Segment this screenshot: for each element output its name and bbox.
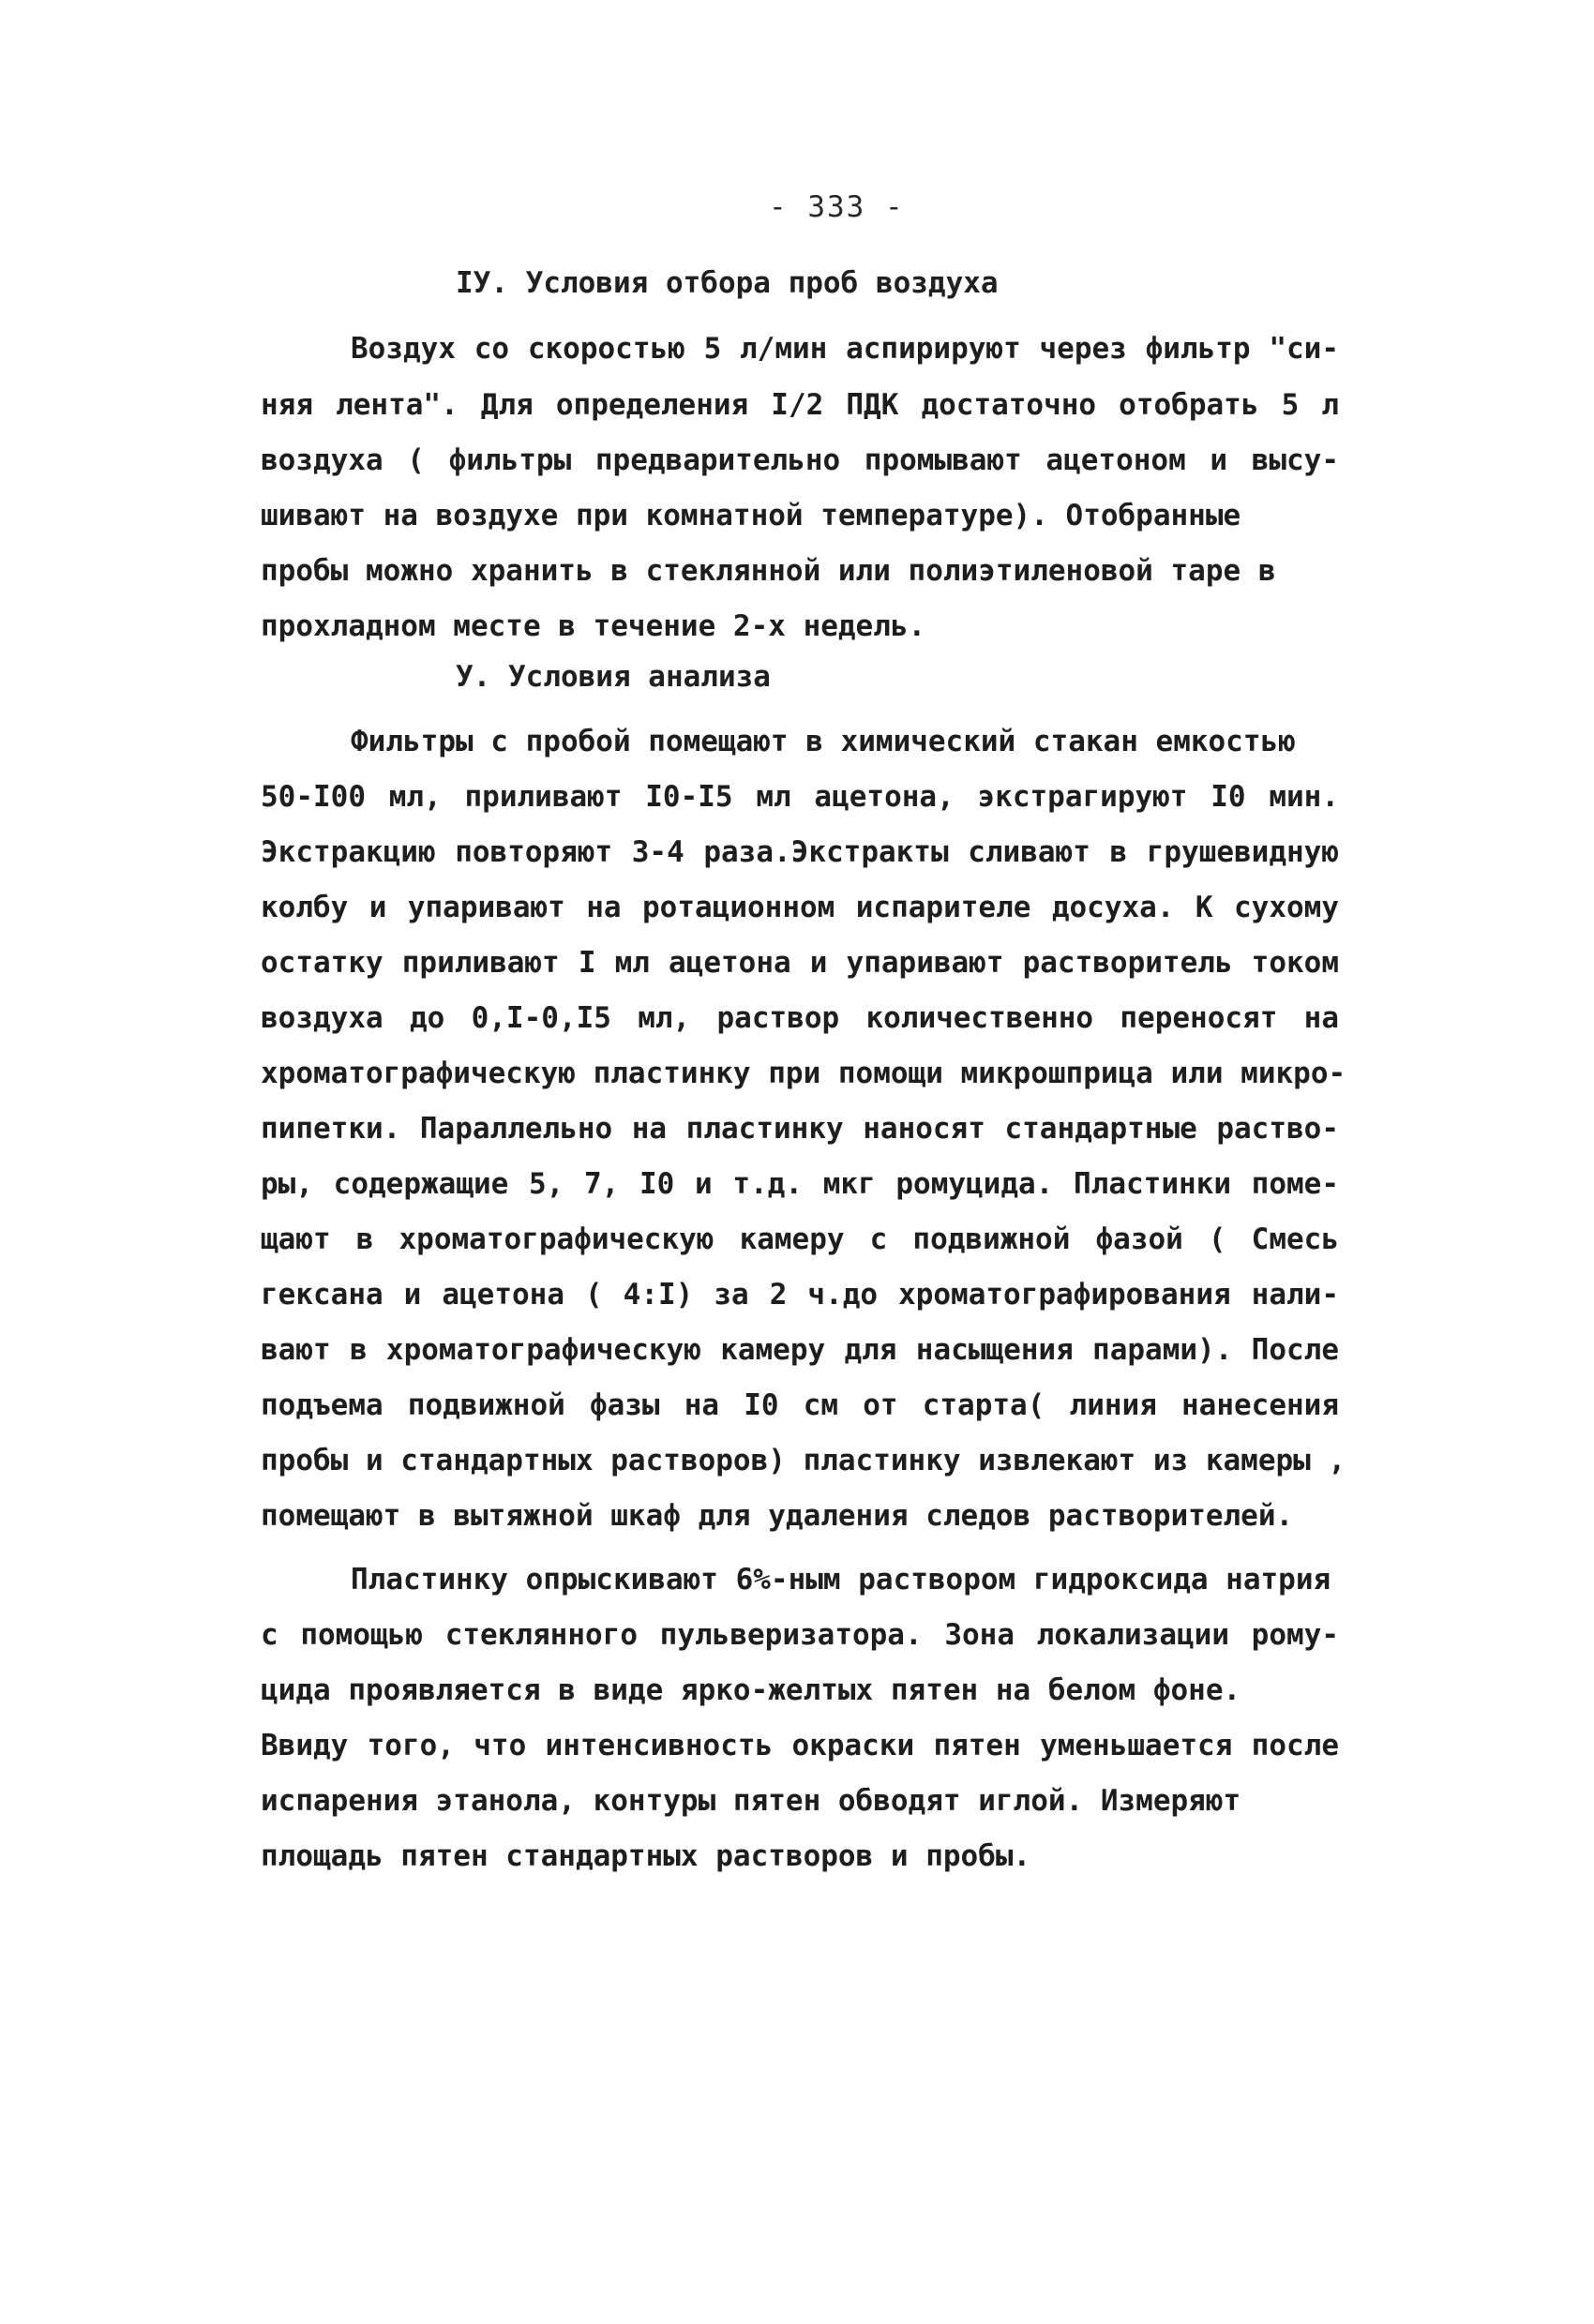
section-5-paragraph-1-line: щают в хроматографическую камеру с подвижной фазой ( Смесь: [261, 1222, 1339, 1256]
section-5-paragraph-1-line: остатку приливают I мл ацетона и упаривают растворитель током: [261, 946, 1339, 980]
section-5-paragraph-1-line: хроматографическую пластинку при помощи микрошприца или микро-: [261, 1057, 1346, 1090]
section-4-heading: IУ. Условия отбора проб воздуха: [456, 266, 999, 300]
section-5-paragraph-2-line: цида проявляется в виде ярко-желтых пятен на белом фоне.: [261, 1673, 1241, 1707]
section-5-paragraph-1-line: пробы и стандартных растворов) пластинку извлекают из камеры ,: [261, 1444, 1346, 1477]
section-5-paragraph-1-line: Фильтры с пробой помещают в химический стакан емкостью: [351, 725, 1296, 758]
section-5-paragraph-1-line: воздуха до 0,I-0,I5 мл, раствор количественно переносят на: [261, 1001, 1339, 1035]
section-5-paragraph-2-line: Ввиду того, что интенсивность окраски пятен уменьшается после: [261, 1729, 1339, 1762]
page-number: - 333 -: [769, 190, 905, 224]
section-5-paragraph-1-line: гексана и ацетона ( 4:I) за 2 ч.до хроматографирования нали-: [261, 1278, 1339, 1312]
section-5-paragraph-1-line: подъема подвижной фазы на I0 см от старта( линия нанесения: [261, 1388, 1339, 1422]
section-5-paragraph-1-line: вают в хроматографическую камеру для насыщения парами). После: [261, 1333, 1339, 1367]
section-4-line: шивают на воздухе при комнатной температуре). Отобранные: [261, 499, 1241, 532]
section-5-paragraph-1-line: Экстракцию повторяют 3-4 раза.Экстракты сливают в грушевидную: [261, 835, 1339, 869]
section-5-paragraph-2-line: с помощью стеклянного пульверизатора. Зона локализации рому-: [261, 1618, 1339, 1652]
section-5-paragraph-1-line: помещают в вытяжной шкаф для удаления следов растворителей.: [261, 1499, 1294, 1533]
section-5-paragraph-2-line: испарения этанола, контуры пятен обводят иглой. Измеряют: [261, 1784, 1241, 1818]
section-5-paragraph-1-line: пипетки. Параллельно на пластинку наносят стандартные раство-: [261, 1112, 1339, 1146]
section-4-line: воздуха ( фильтры предварительно промывают ацетоном и высу-: [261, 443, 1339, 477]
section-5-paragraph-2-line: площадь пятен стандартных растворов и пробы.: [261, 1839, 1031, 1873]
section-5-paragraph-1-line: колбу и упаривают на ротационном испарителе досуха. К сухому: [261, 891, 1339, 924]
section-4-line: Воздух со скоростью 5 л/мин аспирируют через фильтр "си-: [351, 332, 1339, 366]
section-5-paragraph-1-line: ры, содержащие 5, 7, I0 и т.д. мкг ромуцида. Пластинки поме-: [261, 1167, 1339, 1201]
section-5-paragraph-2-line: Пластинку опрыскивают 6%-ным раствором гидроксида натрия: [351, 1563, 1331, 1597]
section-5-heading: У. Условия анализа: [456, 660, 771, 694]
section-5-paragraph-1-line: 50-I00 мл, приливают I0-I5 мл ацетона, экстрагируют I0 мин.: [261, 780, 1339, 814]
section-4-line: няя лента". Для определения I/2 ПДК достаточно отобрать 5 л: [261, 388, 1339, 422]
section-4-line: пробы можно хранить в стеклянной или полиэтиленовой таре в: [261, 554, 1276, 588]
section-4-line: прохладном месте в течение 2-х недель.: [261, 609, 926, 643]
